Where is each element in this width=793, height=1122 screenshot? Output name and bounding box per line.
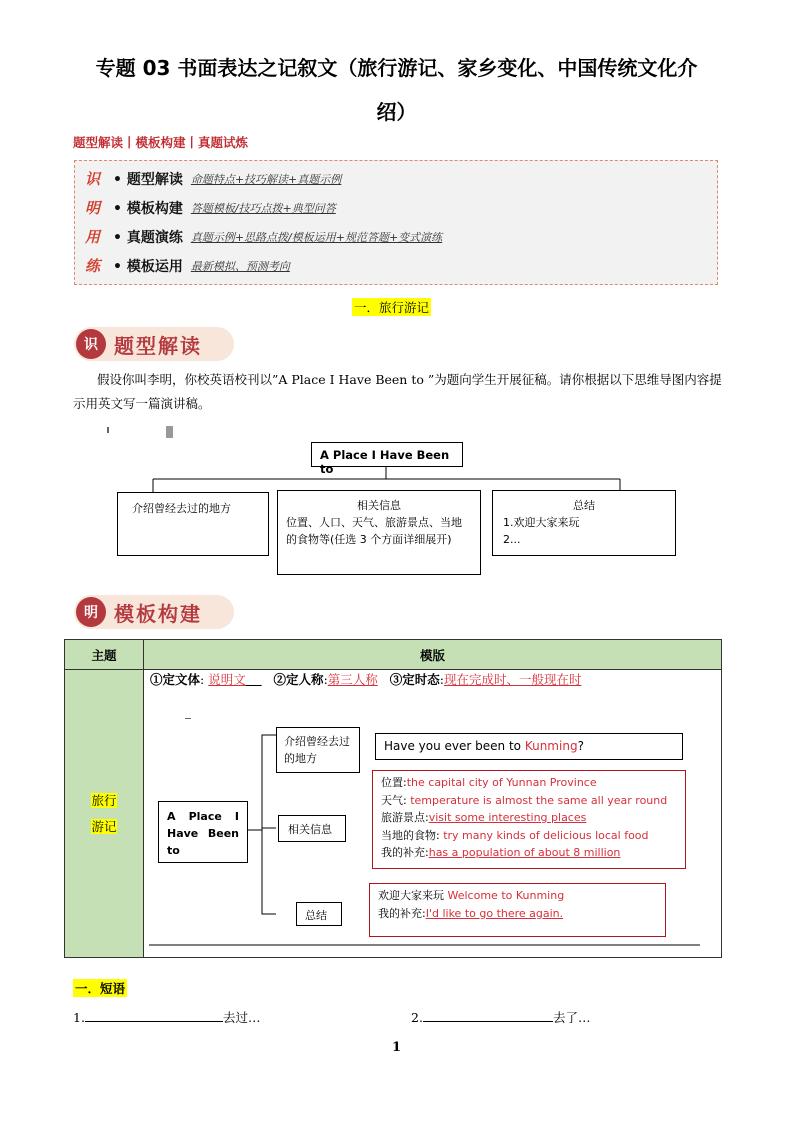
mindmap-branch-summary-title: 总结	[573, 499, 595, 512]
rule-label: ③定时态	[389, 672, 440, 687]
summary-line: 欢迎大家来玩 Welcome to Kunming	[378, 889, 565, 902]
info-line: 旅游景点:visit some interesting places	[381, 811, 587, 824]
phrase-item: 1. 去过…	[73, 1010, 261, 1025]
badge-icon: 识	[76, 329, 106, 359]
overview-row: 明 • 模板构建 答题模板/技巧点拨+典型问答	[85, 199, 336, 217]
info-box	[372, 770, 686, 869]
badge-icon: 明	[76, 597, 106, 627]
overview-label: 模板运用	[126, 258, 183, 275]
rule-label: ②定人称	[273, 672, 324, 687]
section-nav: 题型解读丨模板构建丨真题试炼	[73, 135, 249, 150]
mindmap-branch-info-title: 相关信息	[357, 499, 401, 512]
overview-char: 明	[85, 199, 101, 217]
template-branch-summary: 总结	[296, 902, 342, 926]
info-line: 我的补充:has a population of about 8 million	[381, 846, 621, 859]
question-mark: ?	[577, 739, 584, 753]
topic-text: 旅行	[91, 792, 117, 808]
overview-row: 用 • 真题演练 真题示例+思路点拨/模板运用+规范答题+变式演练	[85, 228, 443, 246]
info-line: 天气: temperature is almost the same all year round	[381, 793, 668, 807]
summary-box	[369, 883, 666, 937]
overview-char: 练	[85, 257, 101, 275]
mindmap-branch-place: 介绍曾经去过的地方	[117, 492, 269, 556]
overview-desc: 命题特点+技巧解读+真题示例	[190, 172, 342, 186]
phrase-item: 2. 去了…	[411, 1010, 591, 1025]
template-branch-info: 相关信息	[278, 815, 346, 842]
page-number: 1	[391, 1040, 402, 1055]
info-line: 位置:the capital city of Yunnan Province	[381, 776, 597, 789]
question-box	[375, 733, 683, 760]
table-header-template: 模版	[144, 640, 722, 670]
template-root-box: A Place I Have Been to	[158, 801, 248, 863]
rule-label: ①定文体	[150, 672, 201, 687]
overview-row: 练 • 模板运用 最新模拟、预测考向	[85, 257, 290, 275]
answer-blank[interactable]	[423, 1009, 553, 1022]
section-heading-travel: 一．旅行游记	[354, 300, 430, 315]
rule-value: 第三人称	[327, 672, 378, 687]
table-header-topic: 主题	[65, 640, 144, 670]
summary-line: 我的补充:I'd like to go there again.	[378, 906, 564, 920]
title-line-2: 绍）	[376, 100, 417, 124]
badge-label: 模板构建	[114, 601, 202, 626]
question-place: Kunming	[524, 739, 578, 753]
topic-text: 游记	[91, 818, 117, 834]
phrases-heading: 一．短语	[75, 981, 126, 996]
mindmap-branch-info-body: 位置、人口、天气、旅游景点、当地的食物等(任选 3 个方面详细展开)	[286, 516, 462, 546]
mindmap-summary-line: 1.欢迎大家来玩	[503, 516, 580, 529]
overview-desc: 最新模拟、预测考向	[190, 259, 290, 273]
rule-value: 说明文	[208, 672, 246, 687]
overview-char: 识	[85, 170, 101, 188]
writing-prompt: 假设你叫李明，你校英语校刊以”A Place I Have Been to ”为题向学生开展征稿。请你根据以下思维导图内容提示用英文写一篇演讲稿。	[73, 372, 722, 411]
overview-label: 模板构建	[126, 200, 183, 217]
rule-value: 现在完成时、一般现在时	[443, 672, 582, 687]
title-line-1: 专题 03 书面表达之记叙文（旅行游记、家乡变化、中国传统文化介	[95, 56, 698, 80]
overview-char: 用	[85, 228, 101, 246]
answer-blank[interactable]	[85, 1009, 223, 1022]
badge-label: 题型解读	[114, 333, 202, 358]
overview-row: 识 • 题型解读 命题特点+技巧解读+真题示例	[85, 170, 342, 188]
overview-label: 真题演练	[126, 229, 183, 246]
info-line: 当地的食物: try many kinds of delicious local food	[381, 828, 649, 842]
template-branch-place: 介绍曾经去过的地方	[276, 727, 360, 773]
question-text: Have you ever been to	[384, 739, 525, 753]
template-rules: ①定文体: 说明文 ②定人称:第三人称 ③定时态:现在完成时、一般现在时	[150, 672, 582, 687]
mindmap-root: A Place I Have Been to	[311, 442, 463, 467]
mindmap-summary-line: 2...	[503, 533, 521, 546]
overview-label: 题型解读	[126, 171, 183, 188]
overview-desc: 答题模板/技巧点拨+典型问答	[190, 201, 336, 215]
overview-desc: 真题示例+思路点拨/模板运用+规范答题+变式演练	[190, 230, 443, 244]
